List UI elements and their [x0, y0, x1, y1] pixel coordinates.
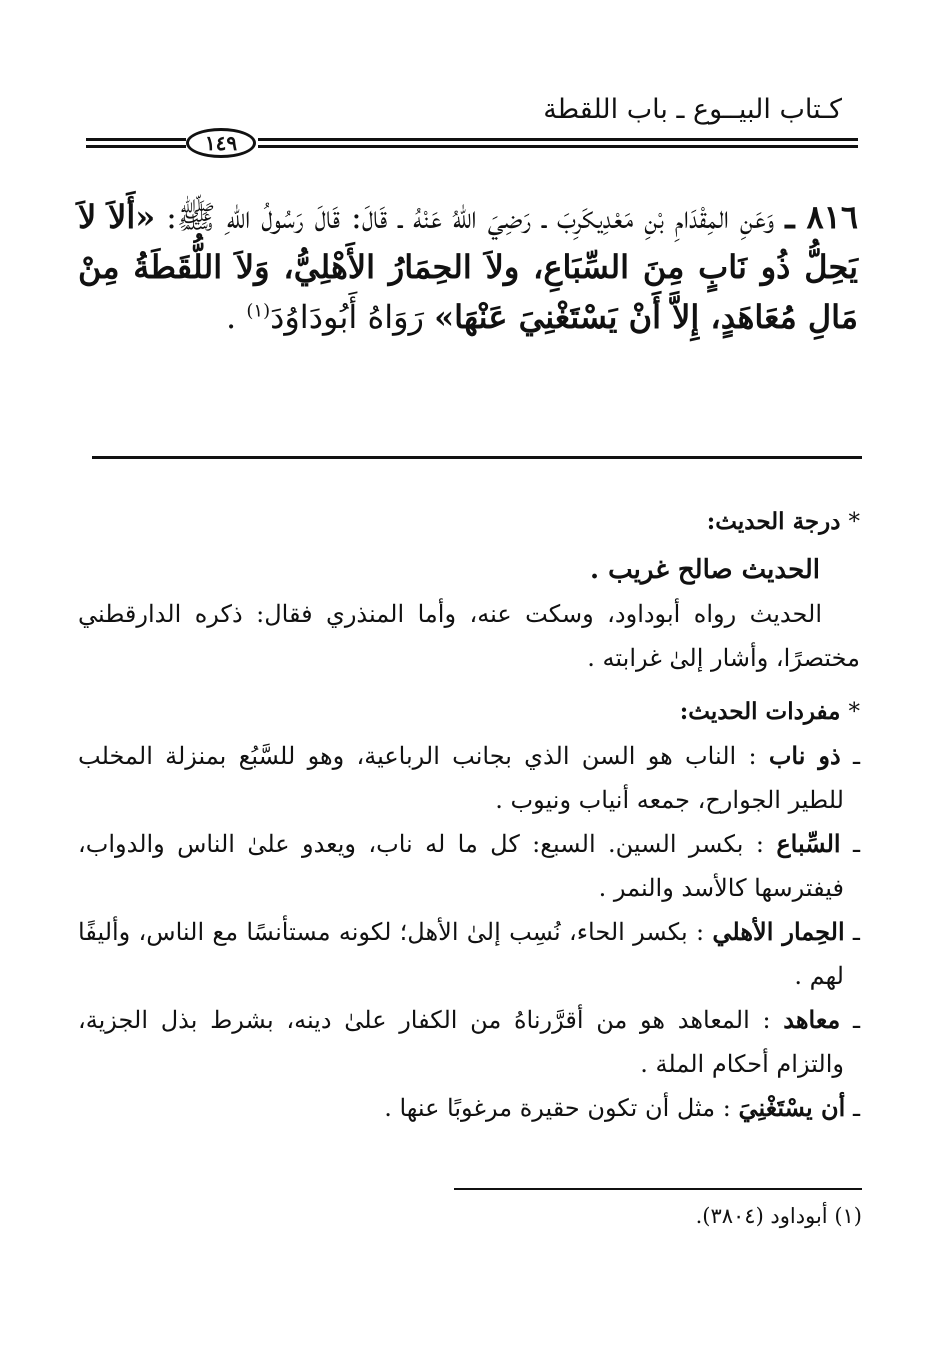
asterisk-icon: * [848, 509, 860, 535]
vocab-term: ذو ناب [768, 741, 841, 770]
vocab-definition: : بكسر السين. السبع: كل ما له ناب، ويعدو علىٰ الناس والدواب، فيفترسها كالأسد والنمر . [78, 830, 844, 902]
grade-heading-label: درجة الحديث: [706, 508, 841, 535]
header-rule-right [258, 138, 858, 150]
vocab-term: أن يسْتَغْنِيَ [738, 1093, 846, 1122]
footnote: (١) أبوداود (٣٨٠٤). [695, 1204, 862, 1228]
hadith-text [78, 192, 858, 342]
grade-verdict: الحديث صالح غريب . [590, 555, 820, 585]
grade-heading [78, 500, 860, 544]
hadith-number: ٨١٦ ـ [785, 198, 859, 236]
vocab-term: معاهد [783, 1005, 841, 1034]
vocab-heading-label: مفردات الحديث: [679, 698, 841, 725]
commentary [78, 500, 860, 1130]
narration-intro: وَعَنِ المِقْدَامِ بْنِ مَعْدِيكَرِبَ ـ رَضِيَ اللهُ عَنْهُ ـ قَالَ: قَالَ رَسُولُ اللهِ ﷺ: [166, 198, 775, 236]
prophetic-text: «أَلاَ لاَ يَحِلُّ ذُو نَابٍ مِنَ السِّبَاعِ، ولاَ الحِمَارُ الأَهْلِيُّ، وَلاَ اللُّقَطَةُ مِنْ مَالِ مُعَاهَدٍ، إِلاَّ أَنْ يَسْتَغْنِيَ عَنْهَا» [78, 198, 859, 336]
page-number: ١٤٩ [186, 128, 256, 158]
asterisk-icon: * [848, 699, 860, 725]
section-divider [92, 456, 862, 459]
vocab-item: ـ السِّباع : بكسر السين. السبع: كل ما له ناب، ويعدو علىٰ الناس والدواب، فيفترسها كالأسد والنمر . [78, 829, 860, 902]
header-rule-left [86, 138, 186, 150]
vocab-definition: : الناب هو السن الذي بجانب الرباعية، وهو للسَّبُع بمنزلة المخلب للطير الجوارح، جمعه أنياب ونيوب . [78, 742, 844, 814]
vocab-item: ـ الحِمار الأهلي : بكسر الحاء، نُسِب إلىٰ الأهل؛ لكونه مستأنسًا مع الناس، وأليفًا لهم . [78, 917, 860, 990]
vocab-item: ـ ذو ناب : الناب هو السن الذي بجانب الرباعية، وهو للسَّبُع بمنزلة المخلب للطير الجوارح، جمعه أنياب ونيوب . [78, 741, 861, 814]
vocab-term: السِّباع [776, 829, 841, 858]
grade-paragraph: الحديث رواه أبوداود، وسكت عنه، وأما المنذري فقال: ذكره الدارقطني مختصرًا، وأشار إلىٰ غرابته . [78, 600, 860, 672]
vocab-item: ـ أن يسْتَغْنِيَ : مثل أن تكون حقيرة مرغوبًا عنها . [384, 1093, 860, 1122]
vocab-heading [78, 690, 860, 734]
running-title: كـتاب البيــوع ـ باب اللقطة [543, 94, 842, 125]
vocab-list [78, 734, 860, 1130]
vocab-definition: : مثل أن تكون حقيرة مرغوبًا عنها . [384, 1094, 731, 1122]
attribution: رَوَاهُ أَبُودَاوُدَ [270, 298, 424, 336]
footnote-marker: (١) [246, 300, 271, 322]
vocab-definition: : بكسر الحاء، نُسِب إلىٰ الأهل؛ لكونه مستأنسًا مع الناس، وأليفًا لهم . [78, 918, 844, 990]
footnote-rule [454, 1188, 862, 1190]
hadith-end: . [226, 298, 237, 336]
vocab-item: ـ معاهد : المعاهد هو من أقرَّرناهُ من الكفار علىٰ دينه، بشرط بذل الجزية، والتزام أحكام الملة . [78, 1005, 860, 1078]
vocab-term: الحِمار الأهلي [712, 917, 845, 946]
vocab-definition: : المعاهد هو من أقرَّرناهُ من الكفار علىٰ دينه، بشرط بذل الجزية، والتزام أحكام الملة . [78, 1006, 844, 1078]
